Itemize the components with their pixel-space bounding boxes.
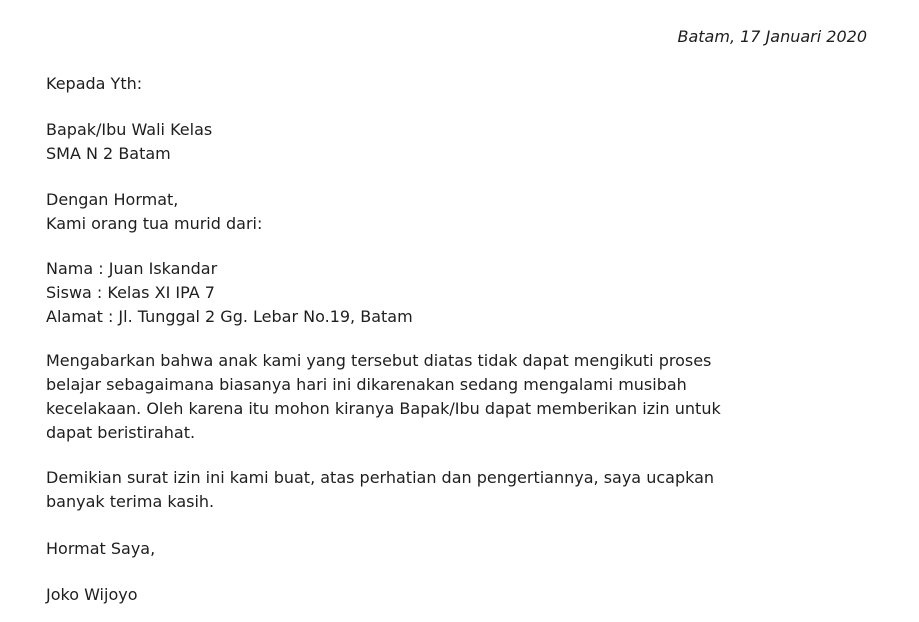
- opening-intro: Kami orang tua murid dari:: [46, 214, 263, 233]
- recipient-block: [46, 118, 879, 166]
- recipient-title: Bapak/Ibu Wali Kelas: [46, 120, 213, 139]
- closing-line: Demikian surat izin ini kami buat, atas perhatian dan pengertiannya, saya ucapkan: [46, 468, 715, 487]
- signer-name: Joko Wijoyo: [46, 585, 138, 604]
- opening-salutation: Dengan Hormat,: [46, 190, 179, 209]
- body-line: dapat beristirahat.: [46, 423, 196, 442]
- body-line: Mengabarkan bahwa anak kami yang tersebut diatas tidak dapat mengikuti proses: [46, 351, 712, 370]
- body-paragraph: [46, 349, 879, 445]
- regards-block: [46, 537, 879, 561]
- detail-name: Nama : Juan Iskandar: [46, 259, 218, 278]
- closing-line: banyak terima kasih.: [46, 492, 215, 511]
- closing-paragraph: [46, 466, 879, 514]
- body-line: kecelakaan. Oleh karena itu mohon kiranya Bapak/Ibu dapat memberikan izin untuk: [46, 399, 721, 418]
- greeting-text: Kepada Yth:: [46, 74, 143, 93]
- body-line: belajar sebagaimana biasanya hari ini dikarenakan sedang mengalami musibah: [46, 375, 687, 394]
- regards-text: Hormat Saya,: [46, 539, 156, 558]
- detail-address: Alamat : Jl. Tunggal 2 Gg. Lebar No.19, Batam: [46, 307, 413, 326]
- detail-student: Siswa : Kelas XI IPA 7: [46, 283, 215, 302]
- signer-block: [46, 583, 879, 607]
- opening-block: [46, 188, 879, 236]
- recipient-school: SMA N 2 Batam: [46, 144, 171, 163]
- letter-date: Batam, 17 Januari 2020: [677, 27, 867, 46]
- student-details: [46, 257, 879, 329]
- greeting-block: [46, 72, 879, 96]
